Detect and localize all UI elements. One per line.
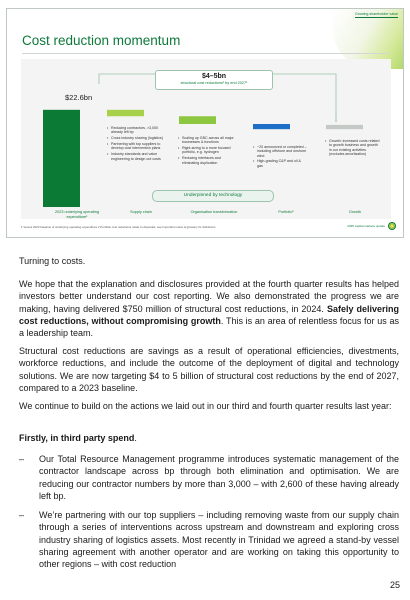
chart-bar-5: [326, 125, 363, 129]
slide-brand-text: 2025 capital markets update: [347, 224, 385, 228]
organisation-bullets: [178, 136, 234, 167]
paragraph-bold-text: Safely delivering cost reductions, without compromising growth: [19, 303, 399, 326]
list-item: • ~20 announced or completed – including offshore and onshore wind: [253, 145, 307, 158]
presentation-slide: [6, 8, 404, 238]
list-item-text: Our Total Resource Management programme introduces systematic management of the contractor landscape across bp through both elimination and optimisation. We are reducing our contractor numbers by more than 3,000 – with 2,600 of these having already left bp.: [39, 454, 399, 501]
body-paragraph-2: [19, 278, 399, 339]
supply-chain-bullets: [107, 126, 163, 162]
body-paragraph-3: [19, 345, 399, 394]
list-item: • Cross industry sharing (logistics): [107, 136, 163, 140]
list-item: • Scaling up GBC across all major businesses & functions: [178, 136, 234, 145]
technology-band: Underpinned by technology: [152, 190, 274, 202]
list-item: • Growth: increased costs related to growth business and growth in our existing activities (excludes amortisation): [325, 139, 381, 156]
chart-bar-4: [253, 124, 290, 129]
slide-section-tag: Growing shareholder value: [355, 12, 398, 16]
target-value: $4–5bn: [201, 73, 227, 80]
paragraph-text: Structural cost reductions are savings as a result of operational efficiencies, divestments, workforce reductions, and include the outcome of the deployment of digital and technology solutions. We are now targeting $4 to 5 billion of structural cost reductions by the end of 2027, compared to a 2023 baseline.: [19, 346, 399, 393]
paragraph-text: [19, 432, 399, 444]
x-axis-label: Supply chain: [130, 210, 152, 214]
body-paragraph-1: [19, 255, 399, 267]
chart-bar-2: [107, 110, 144, 116]
list-item: • High-grading C&P and oil & gas: [253, 159, 307, 168]
dash-marker: –: [19, 454, 25, 464]
list-item: • Right-sizing to a more focused portfolio, e.g. hydrogen: [178, 146, 234, 155]
slide-title: Cost reduction momentum: [22, 33, 181, 48]
body-paragraph-5: [19, 432, 399, 444]
list-item: • Reducing contractors, >3,000 already left bp: [107, 126, 163, 135]
paragraph-text-part: We hope that the explanation and disclosures provided at the fourth quarter results has helped investors better understand our cost reporting. We also demonstrated the progress we are making, having delivered $750 million of structural cost reductions, in 2024.: [19, 279, 399, 314]
portfolio-bullets: [253, 145, 307, 170]
paragraph-text: Turning to costs.: [19, 256, 86, 266]
growth-bullets: [325, 139, 381, 158]
chart-bar-1: [43, 110, 80, 207]
target-callout: [155, 70, 273, 90]
target-caption: structural cost reductions¹ by end 2027¹: [180, 81, 248, 85]
paragraph-text-part: . This is an area of relentless focus for us as a leadership team.: [19, 315, 399, 339]
paragraph-text-part: .: [134, 433, 137, 443]
slide-footnote: 1 Versus 2023 baseline of underlying operating expenditure 2 Portfolio cost reductions relate to disposals; see Important notice & glossary for definitions: [21, 225, 216, 229]
dash-marker: –: [19, 510, 25, 520]
x-axis-label: Growth: [348, 210, 362, 214]
baseline-value-label: $22.6bn: [65, 93, 93, 102]
x-axis-label: Portfolio²: [278, 210, 294, 214]
title-divider: [22, 53, 389, 54]
paragraph-text: We continue to build on the actions we laid out in our third and fourth quarter results last year:: [19, 401, 392, 411]
list-item: • Partnering with top suppliers to develop cost intervention plans: [107, 142, 163, 151]
list-item-text: We’re partnering with our top suppliers – including removing waste from our supply chain through a series of interventions across upstream and downstream and exploring cross industry sharing of logistics assets. Most recently in Trinidad we agreed a stand-by vessel sharing agreement with another operator and are working on taking this opportunity to other regions – with cost reduction: [39, 510, 399, 570]
chart-bar-3: [179, 116, 216, 124]
list-item: • Reducing interfaces and eliminating duplication: [178, 156, 234, 165]
page-number: 25: [389, 580, 400, 590]
bp-helios-logo-icon: [388, 222, 396, 230]
list-item: • Industry standards and value engineering to design out costs: [107, 152, 163, 161]
x-axis-label: Organisation transformation: [190, 210, 238, 214]
x-axis-label: 2023 underlying operating expenditure¹: [55, 210, 99, 219]
paragraph-text: [19, 278, 399, 339]
paragraph-bold-text: Firstly, in third party spend: [19, 433, 135, 443]
body-paragraph-4: [19, 400, 399, 412]
